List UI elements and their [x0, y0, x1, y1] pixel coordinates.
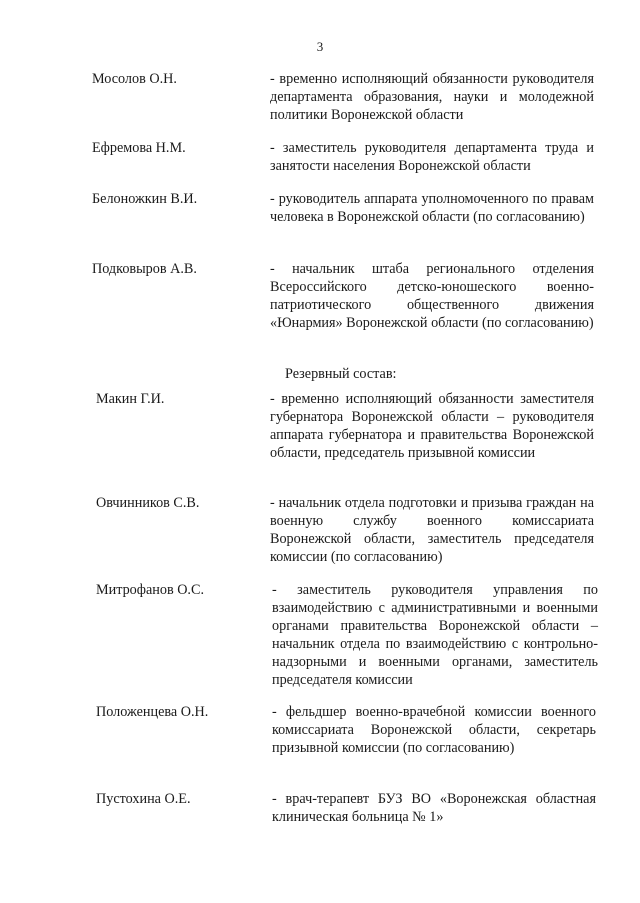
member-name: Пустохина О.Е.	[96, 791, 191, 807]
member-name: Белоножкин В.И.	[92, 191, 198, 207]
reserve-heading: Резервный состав:	[285, 366, 397, 382]
member-name: Макин Г.И.	[96, 391, 165, 407]
member-role: - временно исполняющий обязанности руководителя департамента образования, науки и молодежной политики Воронежской области	[270, 71, 594, 123]
member-role: - начальник штаба регионального отделения Всероссийского детско-юношеского военно-патриотического общественного движения «Юнармия» Воронежской области (по согласованию)	[270, 261, 594, 331]
member-role: - временно исполняющий обязанности заместителя губернатора Воронежской области – руководителя аппарата губернатора и правительства Воронежской области, председатель призывной комиссии	[270, 391, 594, 461]
member-name: Овчинников С.В.	[96, 495, 200, 511]
member-name: Мосолов О.Н.	[92, 71, 177, 87]
member-role: - заместитель руководителя департамента труда и занятости населения Воронежской области	[270, 140, 594, 174]
member-role: - фельдшер военно-врачебной комиссии военного комиссариата Воронежской области, секретарь призывной комиссии (по согласованию)	[272, 704, 596, 756]
member-role: - начальник отдела подготовки и призыва граждан на военную службу военного комиссариата Воронежской области, заместитель председателя комиссии (по согласованию)	[270, 495, 594, 565]
member-name: Ефремова Н.М.	[92, 140, 186, 156]
member-role: - заместитель руководителя управления по взаимодействию с административными и военными органами правительства Воронежской области – начальник отдела по взаимодействию с контрольно-надзорными и военными органами, заместитель председателя комиссии	[272, 582, 598, 688]
member-name: Подковыров А.В.	[92, 261, 197, 277]
page-number: 3	[316, 39, 324, 54]
member-role: - врач-терапевт БУЗ ВО «Воронежская областная клиническая больница № 1»	[272, 791, 596, 825]
member-name: Митрофанов О.С.	[96, 582, 204, 598]
member-name: Положенцева О.Н.	[96, 704, 209, 720]
member-role: - руководитель аппарата уполномоченного по правам человека в Воронежской области (по согласованию)	[270, 191, 594, 225]
